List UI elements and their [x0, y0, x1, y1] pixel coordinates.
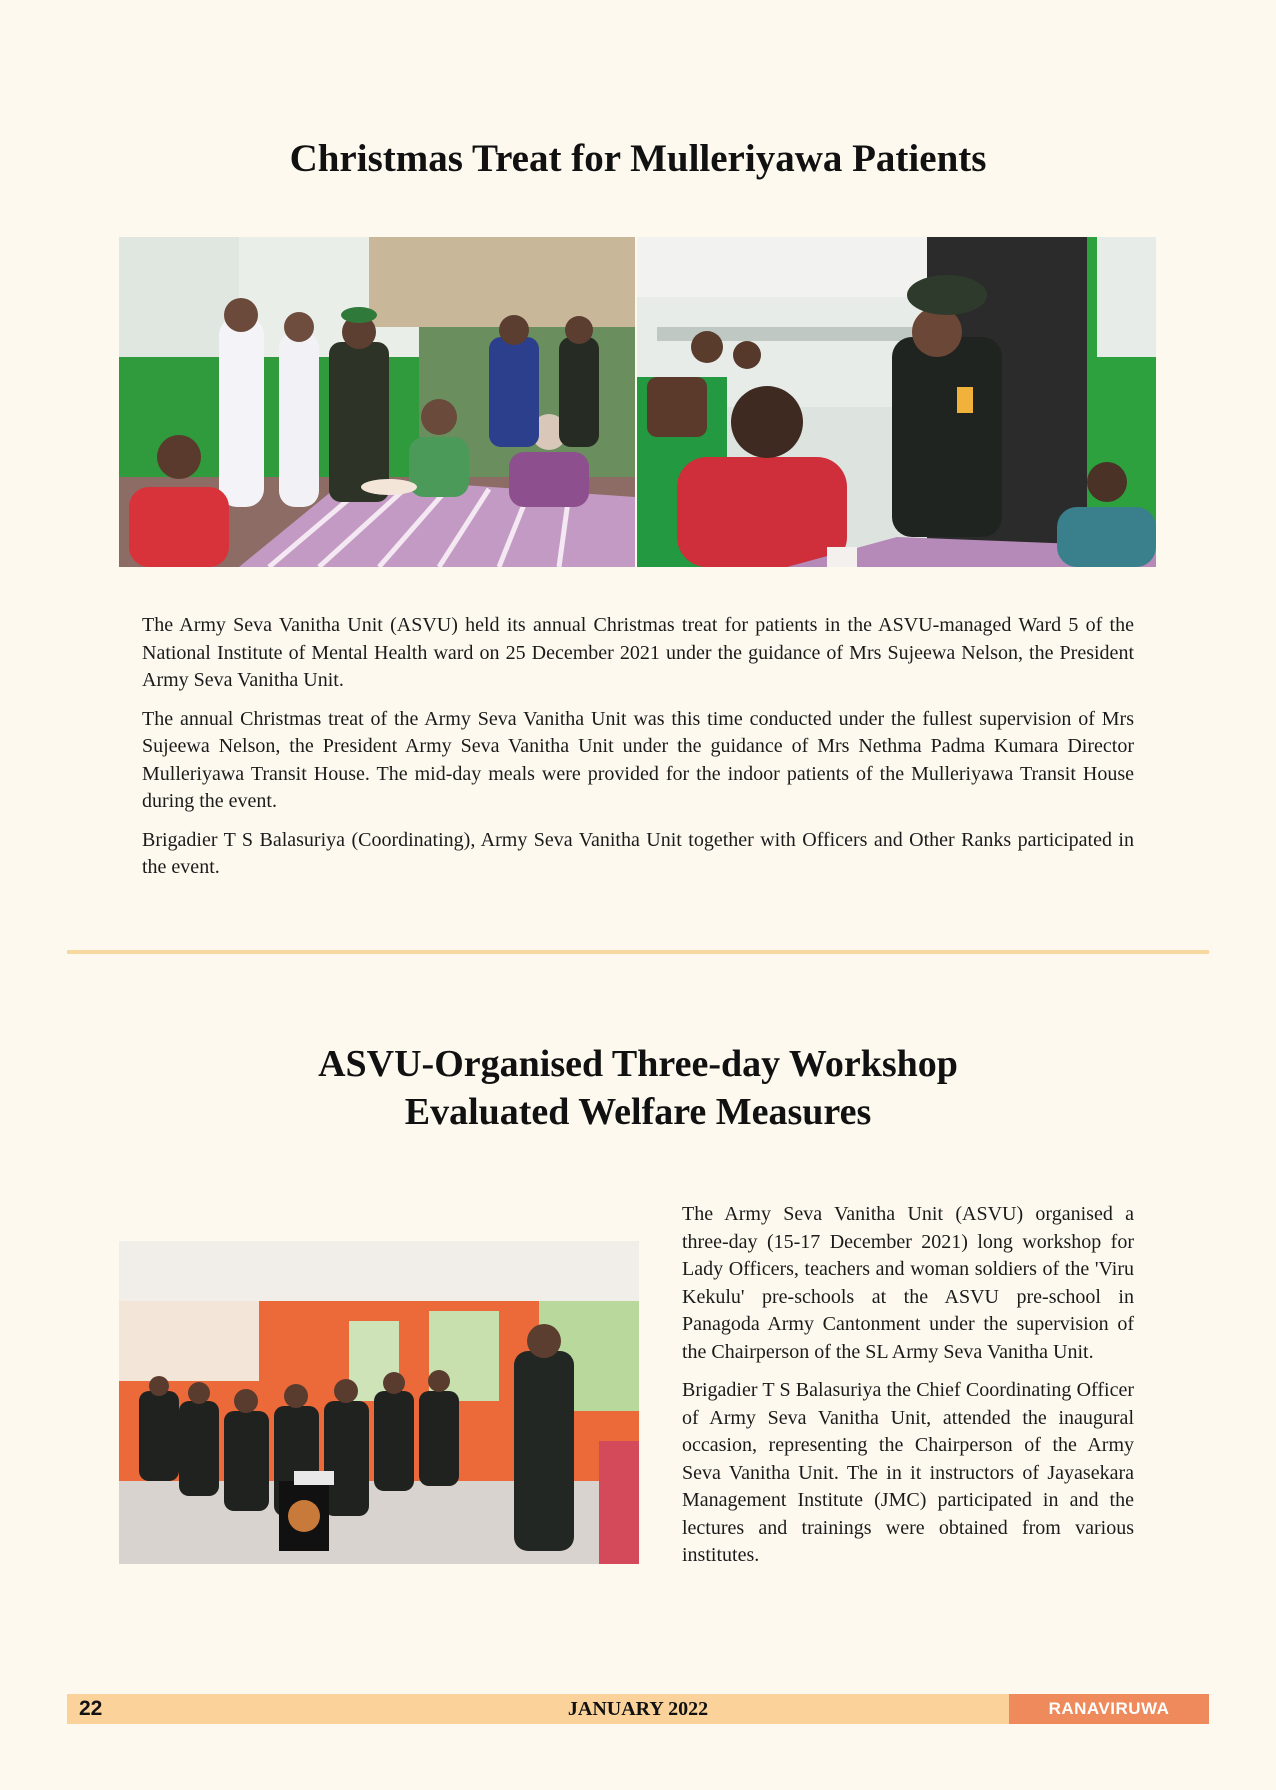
article2-paragraph-1: The Army Seva Vanitha Unit (ASVU) organised a three-day (15-17 December 2021) long workshop for Lady Officers, teachers and woman soldiers of the 'Viru Kekulu' pre-schools at the ASVU pre-school in Panagoda Army Cantonment under the supervision of the Chairperson of the SL Army Seva Vanitha Unit.: [682, 1203, 1134, 1363]
page-number: 22: [79, 1697, 103, 1720]
issue-date: JANUARY 2022: [567, 1698, 709, 1720]
article1-title: Christmas Treat for Mulleriyawa Patients: [289, 137, 987, 180]
article2-title-line-2: Evaluated Welfare Measures: [404, 1091, 872, 1133]
article1-paragraph-2: The annual Christmas treat of the Army Seva Vanitha Unit was this time conducted under the fullest supervision of Mrs Sujeewa Nelson, the President Army Seva Vanitha Unit under the guidance of Mrs Nethma Padma Kumara Director Mulleriyawa Transit House. The mid-day meals were provided for the indoor patients of the Mulleriyawa Transit House during the event.: [142, 707, 1134, 812]
article1-paragraph-1: The Army Seva Vanitha Unit (ASVU) held its annual Christmas treat for patients in the ASVU-managed Ward 5 of the National Institute of Mental Health ward on 25 December 2021 under the guidance of Mrs Sujeewa Nelson, the President Army Seva Vanitha Unit.: [142, 614, 1134, 691]
section-divider: [67, 950, 1209, 954]
article1-body: [142, 612, 1134, 893]
christmas-treat-photo-left: [119, 237, 635, 567]
article2-title: [0, 1040, 1276, 1136]
page-footer: [67, 1694, 1209, 1724]
magazine-name: RANAVIRUWA: [1009, 1694, 1209, 1724]
article2-paragraph-2: Brigadier T S Balasuriya the Chief Coordinating Officer of Army Seva Vanitha Unit, attended the inaugural occasion, representing the Chairperson of the Army Seva Vanitha Unit. The in it instructors of Jayasekara Management Institute (JMC) participated in and the lectures and trainings were obtained from various institutes.: [682, 1379, 1134, 1566]
article2-title-line-1: ASVU-Organised Three-day Workshop: [318, 1043, 958, 1085]
article2-body: [682, 1201, 1134, 1581]
article1-paragraph-3: Brigadier T S Balasuriya (Coordinating), Army Seva Vanitha Unit together with Officers and Other Ranks participated in the event.: [142, 828, 1134, 878]
workshop-photo: [119, 1241, 639, 1564]
christmas-treat-photo-right: [637, 237, 1156, 567]
